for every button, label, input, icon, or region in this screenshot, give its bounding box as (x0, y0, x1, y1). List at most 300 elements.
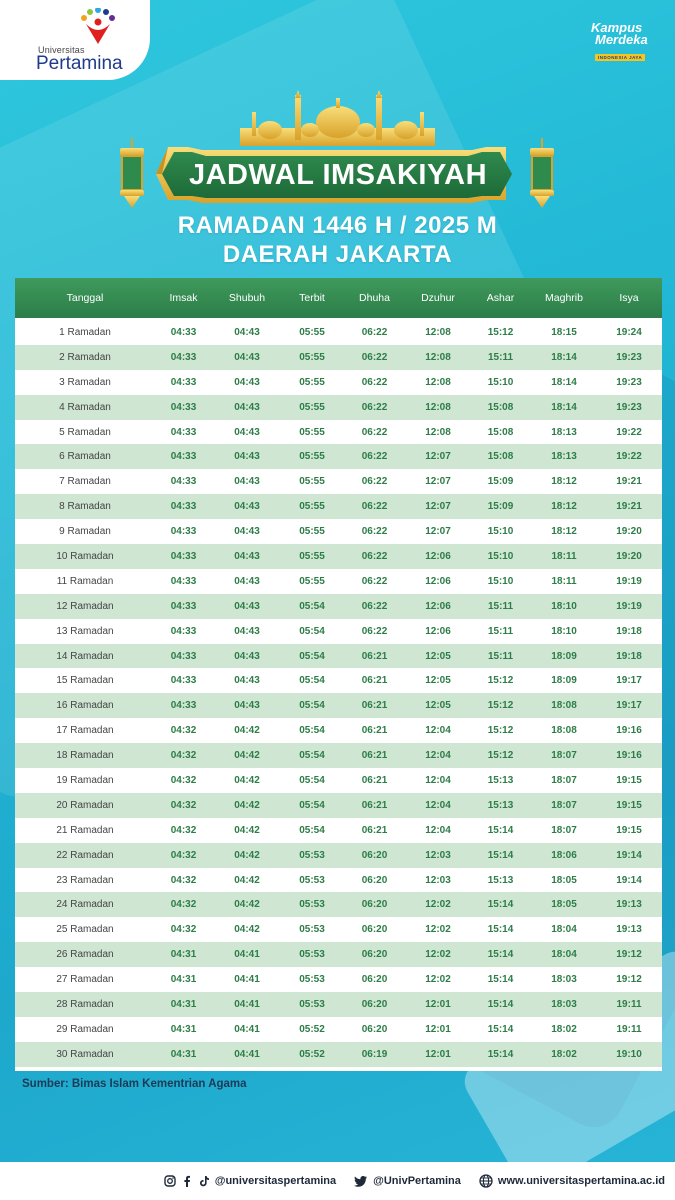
cell-dzuhur: 12:01 (425, 1023, 451, 1035)
cell-maghrib: 18:05 (551, 899, 577, 911)
cell-dzuhur: 12:03 (425, 874, 451, 886)
cell-terbit: 05:53 (299, 974, 325, 986)
table-row (15, 1042, 662, 1067)
cell-isya: 19:12 (616, 974, 642, 986)
cell-imsak: 04:31 (170, 1023, 197, 1035)
cell-shubuh: 04:41 (234, 949, 260, 961)
social-handle[interactable] (164, 1175, 336, 1187)
cell-ashar: 15:12 (487, 326, 514, 338)
cell-isya: 19:21 (616, 501, 642, 513)
table-row (15, 942, 662, 967)
km-line2: Merdeka (595, 32, 648, 47)
cell-isya: 19:13 (616, 899, 642, 911)
table-row (15, 370, 662, 395)
header-dhuha: Dhuha (359, 292, 390, 304)
table-row (15, 320, 662, 345)
cell-shubuh: 04:43 (234, 550, 260, 562)
cell-tanggal: 4 Ramadan (59, 401, 111, 413)
cell-dzuhur: 12:02 (425, 949, 451, 961)
cell-ashar: 15:13 (487, 774, 514, 786)
cell-isya: 19:12 (616, 949, 642, 961)
cell-ashar: 15:14 (487, 998, 514, 1010)
cell-isya: 19:15 (616, 774, 642, 786)
cell-tanggal: 22 Ramadan (56, 849, 114, 861)
cell-ashar: 15:10 (487, 376, 514, 388)
cell-shubuh: 04:42 (234, 824, 260, 836)
twitter-handle-text: @UnivPertamina (373, 1175, 461, 1187)
km-tag: INDONESIA JAYA (595, 54, 645, 61)
cell-dhuha: 06:22 (361, 526, 388, 538)
cell-terbit: 05:54 (299, 700, 325, 712)
header-terbit: Terbit (299, 292, 325, 304)
cell-terbit: 05:55 (299, 476, 325, 488)
cell-imsak: 04:32 (170, 750, 197, 762)
header-ashar: Ashar (486, 292, 515, 304)
cell-dhuha: 06:21 (361, 650, 388, 662)
cell-terbit: 05:55 (299, 401, 325, 413)
cell-tanggal: 30 Ramadan (56, 1048, 114, 1060)
cell-ashar: 15:08 (487, 401, 514, 413)
cell-dzuhur: 12:04 (425, 824, 451, 836)
cell-shubuh: 04:43 (234, 401, 260, 413)
cell-tanggal: 14 Ramadan (56, 650, 114, 662)
cell-dhuha: 06:21 (361, 700, 388, 712)
cell-maghrib: 18:13 (551, 426, 577, 438)
cell-dzuhur: 12:04 (425, 750, 451, 762)
header-dzuhur: Dzuhur (421, 292, 455, 304)
cell-dzuhur: 12:05 (425, 675, 451, 687)
cell-dzuhur: 12:08 (425, 426, 451, 438)
cell-isya: 19:17 (616, 675, 642, 687)
cell-imsak: 04:33 (170, 526, 197, 538)
cell-shubuh: 04:42 (234, 899, 260, 911)
cell-shubuh: 04:43 (234, 625, 260, 637)
table-row (15, 668, 662, 693)
cell-isya: 19:23 (616, 401, 642, 413)
cell-maghrib: 18:10 (551, 625, 577, 637)
cell-imsak: 04:33 (170, 550, 197, 562)
cell-dzuhur: 12:05 (425, 700, 451, 712)
cell-imsak: 04:33 (170, 675, 197, 687)
cell-maghrib: 18:07 (551, 824, 577, 836)
cell-tanggal: 8 Ramadan (59, 501, 111, 513)
cell-dzuhur: 12:02 (425, 974, 451, 986)
cell-imsak: 04:32 (170, 899, 197, 911)
cell-isya: 19:21 (616, 476, 642, 488)
cell-maghrib: 18:07 (551, 774, 577, 786)
cell-maghrib: 18:12 (551, 501, 577, 513)
cell-terbit: 05:54 (299, 675, 325, 687)
cell-terbit: 05:55 (299, 326, 325, 338)
cell-isya: 19:14 (616, 874, 642, 886)
website-link[interactable] (479, 1174, 665, 1188)
cell-terbit: 05:54 (299, 824, 325, 836)
cell-tanggal: 2 Ramadan (59, 351, 111, 363)
cell-imsak: 04:32 (170, 849, 197, 861)
cell-imsak: 04:32 (170, 725, 197, 737)
cell-dzuhur: 12:07 (425, 476, 451, 488)
cell-dhuha: 06:21 (361, 725, 388, 737)
cell-terbit: 05:54 (299, 725, 325, 737)
cell-ashar: 15:11 (487, 600, 514, 612)
cell-tanggal: 21 Ramadan (56, 824, 114, 836)
cell-tanggal: 3 Ramadan (59, 376, 111, 388)
table-row (15, 395, 662, 420)
table-row (15, 992, 662, 1017)
table-row (15, 444, 662, 469)
cell-isya: 19:23 (616, 376, 642, 388)
cell-shubuh: 04:43 (234, 700, 260, 712)
cell-imsak: 04:32 (170, 824, 197, 836)
cell-isya: 19:15 (616, 799, 642, 811)
social-handle-text: @universitaspertamina (214, 1175, 337, 1187)
cell-imsak: 04:32 (170, 874, 197, 886)
cell-tanggal: 10 Ramadan (56, 550, 114, 562)
cell-dhuha: 06:20 (361, 1023, 388, 1035)
cell-ashar: 15:14 (487, 974, 514, 986)
cell-maghrib: 18:09 (551, 650, 577, 662)
cell-dzuhur: 12:08 (425, 326, 451, 338)
cell-maghrib: 18:02 (551, 1048, 577, 1060)
cell-shubuh: 04:42 (234, 874, 260, 886)
cell-ashar: 15:14 (487, 949, 514, 961)
cell-tanggal: 7 Ramadan (59, 476, 111, 488)
cell-shubuh: 04:41 (234, 974, 260, 986)
cell-isya: 19:23 (616, 351, 642, 363)
cell-terbit: 05:54 (299, 750, 325, 762)
cell-dhuha: 06:21 (361, 675, 388, 687)
cell-shubuh: 04:42 (234, 924, 260, 936)
tiktok-icon[interactable] (198, 1175, 210, 1187)
cell-dzuhur: 12:01 (425, 1048, 451, 1060)
cell-imsak: 04:33 (170, 700, 197, 712)
cell-dzuhur: 12:02 (425, 924, 451, 936)
cell-dhuha: 06:22 (361, 575, 388, 587)
cell-dhuha: 06:20 (361, 974, 388, 986)
cell-terbit: 05:54 (299, 650, 325, 662)
cell-terbit: 05:53 (299, 899, 325, 911)
cell-tanggal: 20 Ramadan (56, 799, 114, 811)
cell-dhuha: 06:21 (361, 750, 388, 762)
cell-terbit: 05:54 (299, 799, 325, 811)
cell-ashar: 15:14 (487, 824, 514, 836)
header-shubuh: Shubuh (228, 292, 266, 304)
cell-tanggal: 29 Ramadan (56, 1023, 114, 1035)
cell-tanggal: 16 Ramadan (56, 700, 114, 712)
cell-terbit: 05:53 (299, 998, 325, 1010)
cell-tanggal: 18 Ramadan (56, 750, 114, 762)
cell-dzuhur: 12:03 (425, 849, 451, 861)
facebook-icon[interactable] (181, 1175, 193, 1187)
header-imsak: Imsak (169, 292, 198, 304)
cell-isya: 19:19 (616, 575, 642, 587)
cell-ashar: 15:08 (487, 426, 514, 438)
cell-imsak: 04:33 (170, 351, 197, 363)
cell-maghrib: 18:14 (551, 401, 577, 413)
table-row (15, 743, 662, 768)
subtitle-region: DAERAH JAKARTA (222, 241, 453, 268)
twitter-handle[interactable] (354, 1174, 461, 1188)
cell-ashar: 15:12 (487, 675, 514, 687)
cell-dhuha: 06:20 (361, 874, 388, 886)
cell-isya: 19:20 (616, 550, 642, 562)
cell-ashar: 15:08 (487, 451, 514, 463)
cell-terbit: 05:54 (299, 600, 325, 612)
cell-maghrib: 18:02 (551, 1023, 577, 1035)
table-row (15, 892, 662, 917)
cell-tanggal: 9 Ramadan (59, 526, 111, 538)
instagram-icon[interactable] (164, 1175, 176, 1187)
table-row (15, 594, 662, 619)
university-logo (0, 0, 150, 80)
cell-dzuhur: 12:06 (425, 600, 451, 612)
cell-shubuh: 04:43 (234, 650, 260, 662)
cell-ashar: 15:11 (487, 650, 514, 662)
cell-maghrib: 18:07 (551, 799, 577, 811)
cell-terbit: 05:53 (299, 849, 325, 861)
cell-maghrib: 18:14 (551, 376, 577, 388)
source-note: Sumber: Bimas Islam Kementrian Agama (22, 1078, 247, 1090)
cell-tanggal: 19 Ramadan (56, 774, 114, 786)
cell-tanggal: 5 Ramadan (59, 426, 111, 438)
cell-ashar: 15:11 (487, 625, 514, 637)
cell-terbit: 05:54 (299, 774, 325, 786)
cell-maghrib: 18:10 (551, 600, 577, 612)
cell-dzuhur: 12:04 (425, 799, 451, 811)
cell-shubuh: 04:43 (234, 326, 260, 338)
cell-shubuh: 04:43 (234, 426, 260, 438)
cell-terbit: 05:55 (299, 501, 325, 513)
cell-imsak: 04:33 (170, 451, 197, 463)
cell-dhuha: 06:22 (361, 351, 388, 363)
cell-isya: 19:17 (616, 700, 642, 712)
cell-maghrib: 18:06 (551, 849, 577, 861)
cell-ashar: 15:14 (487, 849, 514, 861)
table-row (15, 768, 662, 793)
cell-dzuhur: 12:02 (425, 899, 451, 911)
cell-dzuhur: 12:05 (425, 650, 451, 662)
cell-tanggal: 26 Ramadan (56, 949, 114, 961)
cell-imsak: 04:33 (170, 575, 197, 587)
cell-dhuha: 06:20 (361, 949, 388, 961)
cell-dzuhur: 12:07 (425, 501, 451, 513)
cell-maghrib: 18:03 (551, 998, 577, 1010)
cell-dhuha: 06:22 (361, 550, 388, 562)
cell-terbit: 05:53 (299, 874, 325, 886)
cell-maghrib: 18:04 (551, 949, 577, 961)
table-row (15, 494, 662, 519)
cell-imsak: 04:31 (170, 998, 197, 1010)
cell-dzuhur: 12:01 (425, 998, 451, 1010)
cell-dhuha: 06:21 (361, 824, 388, 836)
cell-dzuhur: 12:07 (425, 526, 451, 538)
cell-isya: 19:22 (616, 451, 642, 463)
cell-dhuha: 06:22 (361, 625, 388, 637)
cell-imsak: 04:32 (170, 924, 197, 936)
cell-ashar: 15:10 (487, 526, 514, 538)
cell-shubuh: 04:43 (234, 376, 260, 388)
cell-dzuhur: 12:04 (425, 774, 451, 786)
kampus-merdeka-logo (591, 22, 661, 64)
cell-ashar: 15:09 (487, 501, 514, 513)
cell-terbit: 05:55 (299, 575, 325, 587)
cell-imsak: 04:32 (170, 774, 197, 786)
cell-terbit: 05:55 (299, 351, 325, 363)
cell-dhuha: 06:19 (361, 1048, 388, 1060)
cell-imsak: 04:31 (170, 949, 197, 961)
cell-maghrib: 18:11 (551, 575, 577, 587)
table-row (15, 917, 662, 942)
cell-tanggal: 23 Ramadan (56, 874, 114, 886)
cell-maghrib: 18:09 (551, 675, 577, 687)
cell-dzuhur: 12:08 (425, 351, 451, 363)
table-row (15, 718, 662, 743)
cell-isya: 19:24 (616, 326, 642, 338)
cell-dhuha: 06:20 (361, 849, 388, 861)
cell-tanggal: 12 Ramadan (56, 600, 114, 612)
cell-imsak: 04:33 (170, 650, 197, 662)
cell-shubuh: 04:42 (234, 849, 260, 861)
cell-isya: 19:10 (616, 1048, 642, 1060)
table-row (15, 793, 662, 818)
cell-imsak: 04:33 (170, 501, 197, 513)
cell-isya: 19:22 (616, 426, 642, 438)
cell-shubuh: 04:43 (234, 451, 260, 463)
cell-dzuhur: 12:08 (425, 376, 451, 388)
cell-shubuh: 04:41 (234, 1048, 260, 1060)
cell-imsak: 04:33 (170, 401, 197, 413)
table-row (15, 644, 662, 669)
cell-maghrib: 18:08 (551, 700, 577, 712)
cell-tanggal: 27 Ramadan (56, 974, 114, 986)
table-row (15, 868, 662, 893)
cell-isya: 19:19 (616, 600, 642, 612)
cell-dhuha: 06:20 (361, 899, 388, 911)
cell-tanggal: 13 Ramadan (56, 625, 114, 637)
cell-isya: 19:16 (616, 750, 642, 762)
cell-dzuhur: 12:06 (425, 575, 451, 587)
cell-ashar: 15:14 (487, 924, 514, 936)
cell-ashar: 15:09 (487, 476, 514, 488)
cell-imsak: 04:33 (170, 326, 197, 338)
cell-terbit: 05:54 (299, 625, 325, 637)
schedule-table (15, 278, 662, 1071)
cell-maghrib: 18:05 (551, 874, 577, 886)
lantern-icon (120, 138, 144, 208)
cell-imsak: 04:33 (170, 625, 197, 637)
cell-imsak: 04:32 (170, 799, 197, 811)
cell-ashar: 15:10 (487, 550, 514, 562)
cell-imsak: 04:33 (170, 376, 197, 388)
cell-imsak: 04:33 (170, 600, 197, 612)
table-row (15, 544, 662, 569)
table-row (15, 619, 662, 644)
cell-dhuha: 06:22 (361, 426, 388, 438)
cell-imsak: 04:31 (170, 1048, 197, 1060)
cell-maghrib: 18:11 (551, 550, 577, 562)
cell-dhuha: 06:22 (361, 401, 388, 413)
globe-icon[interactable] (479, 1174, 493, 1188)
cell-maghrib: 18:13 (551, 451, 577, 463)
cell-dzuhur: 12:06 (425, 625, 451, 637)
cell-dhuha: 06:22 (361, 451, 388, 463)
cell-ashar: 15:12 (487, 750, 514, 762)
cell-dhuha: 06:20 (361, 924, 388, 936)
cell-maghrib: 18:08 (551, 725, 577, 737)
cell-terbit: 05:55 (299, 451, 325, 463)
cell-maghrib: 18:12 (551, 526, 577, 538)
cell-terbit: 05:52 (299, 1048, 325, 1060)
table-row (15, 345, 662, 370)
cell-isya: 19:16 (616, 725, 642, 737)
subtitle-period: RAMADAN 1446 H / 2025 M (177, 212, 498, 239)
twitter-icon[interactable] (354, 1174, 368, 1188)
cell-shubuh: 04:42 (234, 774, 260, 786)
cell-terbit: 05:55 (299, 550, 325, 562)
cell-ashar: 15:13 (487, 799, 514, 811)
cell-isya: 19:20 (616, 526, 642, 538)
table-row (15, 420, 662, 445)
cell-dhuha: 06:20 (361, 998, 388, 1010)
cell-maghrib: 18:14 (551, 351, 577, 363)
cell-shubuh: 04:43 (234, 526, 260, 538)
logo-text-small: Universitas (38, 45, 85, 55)
cell-maghrib: 18:07 (551, 750, 577, 762)
cell-terbit: 05:55 (299, 376, 325, 388)
cell-tanggal: 24 Ramadan (56, 899, 114, 911)
website-text: www.universitaspertamina.ac.id (497, 1175, 665, 1187)
cell-shubuh: 04:42 (234, 725, 260, 737)
cell-shubuh: 04:43 (234, 675, 260, 687)
cell-maghrib: 18:03 (551, 974, 577, 986)
cell-dhuha: 06:22 (361, 376, 388, 388)
mosque-icon (240, 90, 435, 146)
header-tanggal: Tanggal (66, 292, 104, 304)
cell-dzuhur: 12:07 (425, 451, 451, 463)
cell-terbit: 05:53 (299, 924, 325, 936)
cell-dhuha: 06:21 (361, 774, 388, 786)
cell-ashar: 15:13 (487, 874, 514, 886)
cell-terbit: 05:53 (299, 949, 325, 961)
cell-isya: 19:15 (616, 824, 642, 836)
cell-tanggal: 1 Ramadan (59, 326, 111, 338)
cell-shubuh: 04:43 (234, 501, 260, 513)
cell-tanggal: 11 Ramadan (56, 575, 114, 587)
cell-terbit: 05:52 (299, 1023, 325, 1035)
cell-shubuh: 04:41 (234, 1023, 260, 1035)
table-row (15, 519, 662, 544)
cell-dhuha: 06:22 (361, 476, 388, 488)
table-row (15, 967, 662, 992)
cell-tanggal: 28 Ramadan (56, 998, 114, 1010)
cell-shubuh: 04:42 (234, 750, 260, 762)
cell-shubuh: 04:42 (234, 799, 260, 811)
cell-dhuha: 06:22 (361, 501, 388, 513)
table-row (15, 569, 662, 594)
cell-ashar: 15:14 (487, 1023, 514, 1035)
cell-imsak: 04:33 (170, 426, 197, 438)
cell-tanggal: 6 Ramadan (59, 451, 111, 463)
cell-isya: 19:11 (616, 998, 642, 1010)
cell-dzuhur: 12:04 (425, 725, 451, 737)
cell-tanggal: 15 Ramadan (56, 675, 114, 687)
cell-isya: 19:13 (616, 924, 642, 936)
table-row (15, 469, 662, 494)
cell-ashar: 15:11 (487, 351, 514, 363)
logo-text-big: Pertamina (36, 53, 123, 74)
header-isya: Isya (619, 292, 639, 304)
cell-dzuhur: 12:06 (425, 550, 451, 562)
